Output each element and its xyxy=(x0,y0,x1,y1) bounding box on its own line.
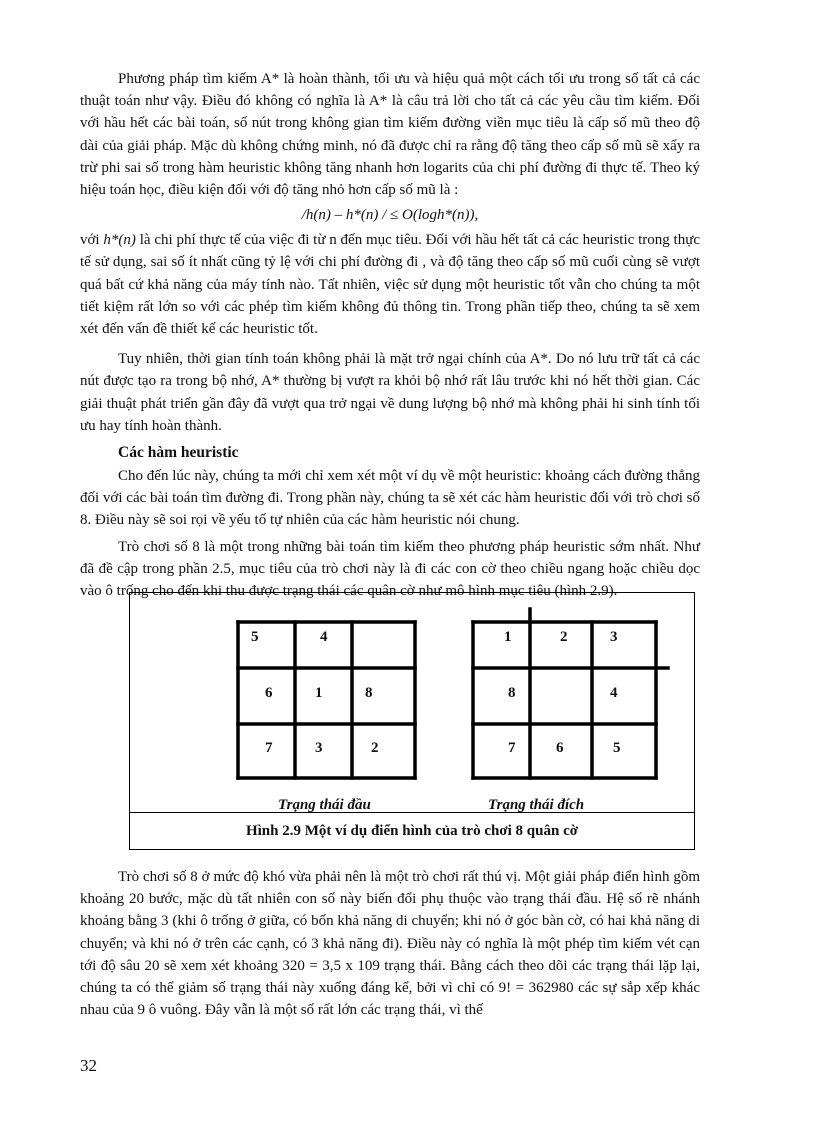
page-body xyxy=(80,68,700,602)
start-cell: 5 xyxy=(251,629,259,645)
start-state-label: Trạng thái đầu xyxy=(278,797,371,813)
paragraph-8-puzzle: Trò chơi số 8 là một trong những bài toán tìm kiếm theo phương pháp heuristic sớm nhất. Như đã đề cập trong phần 2.5, mục tiêu của trò chơi này là đi các con cờ theo chiều ngang hoặc chiều dọc vào ô trống cho đến khi thu được trạng thái các quân cờ như mô hình mục tiêu (hình 2.9). xyxy=(80,538,700,600)
goal-cell: 5 xyxy=(613,740,621,756)
goal-cell: 1 xyxy=(504,629,512,645)
paragraph-heuristic-example: Cho đến lúc này, chúng ta mới chỉ xem xét một ví dụ về một heuristic: khoảng cách đường thẳng đối với các bài toán tìm đường đi. Trong phần này, chúng ta sẽ xét các hàm heuristic đối với trò chơi số 8. Điều này sẽ soi rọi về yếu tố tự nhiên của các hàm heuristic nói chung. xyxy=(80,468,700,529)
goal-cell: 6 xyxy=(556,740,564,756)
start-cell: 7 xyxy=(265,740,273,756)
paragraph-rest: là chi phí thực tế của việc đi từ n đến mục tiêu. Đối với hầu hết tất cả các heuristic trong thực tế sử dụng, sai số ít nhất cũng tỷ lệ với chi phí đường đi , và độ tăng theo cấp số mũ cuối cùng sẽ vượt quá bất cứ khả năng của máy tính nào. Tất nhiên, việc sử dụng một heuristic tốt vẫn cho chúng ta một tiết kiệm rất lớn so với các phép tìm kiếm không đủ thông tin. Trong phần tiếp theo, chúng ta sẽ xem xét đến vấn đề thiết kế các heuristic tốt. xyxy=(80,232,700,338)
goal-cell: 4 xyxy=(610,685,618,701)
page-number: 32 xyxy=(80,1056,97,1075)
figure-8-puzzle xyxy=(129,592,695,850)
start-cell: 2 xyxy=(371,740,379,756)
start-cell: 4 xyxy=(320,629,328,645)
section-heading: Các hàm heuristic xyxy=(118,444,239,462)
paragraph-memory: Tuy nhiên, thời gian tính toán không phải là mặt trở ngại chính của A*. Do nó lưu trữ tất cả các nút được tạo ra trong bộ nhớ, A* thường bị vượt ra khỏi bộ nhớ rất lâu trước khi nó hết thời gian. Các giải thuật phát triển gần đây đã vượt qua trở ngại về dung lượng bộ nhớ mà không phải hi sinh tính tối ưu hay tính hoàn thành. xyxy=(80,351,700,434)
paragraph-var: h*(n) xyxy=(103,232,136,249)
formula-error-bound: /h(n) – h*(n) / ≤ O(logh*(n)), xyxy=(301,207,479,224)
figure-caption: Hình 2.9 Một ví dụ điển hình của trò chơi 8 quân cờ xyxy=(130,812,694,849)
start-cell: 6 xyxy=(265,685,273,701)
paragraph-heuristic-cost xyxy=(80,229,700,340)
page-body-lower xyxy=(80,866,700,1021)
start-cell: 3 xyxy=(315,740,323,756)
start-cell: 8 xyxy=(365,685,373,701)
goal-cell: 3 xyxy=(610,629,618,645)
paragraph-prefix: với xyxy=(80,232,104,249)
goal-cell: 7 xyxy=(508,740,516,756)
paragraph-astar-optimal: Phương pháp tìm kiếm A* là hoàn thành, tối ưu và hiệu quả một cách tối ưu trong số tất cả các thuật toán như vậy. Điều đó không có nghĩa là A* là câu trả lời cho tất cả các yêu cầu tìm kiếm. Đối với hầu hết các bài toán, số nút trong không gian tìm kiếm đường viền mục tiêu là cấp số mũ theo độ dài của giải pháp. Mặc dù không chứng minh, nó đã được chỉ ra rằng độ tăng theo cấp số mũ sẽ xẩy ra trừ phi sai số trong hàm heuristic không tăng nhanh hơn logarits của chi phí đường đi thực tế. Theo ký hiệu toán học, điều kiện đối với độ tăng nhỏ hơn cấp số mũ là : xyxy=(80,71,700,199)
start-cell: 1 xyxy=(315,685,323,701)
paragraph-8-puzzle-difficulty: Trò chơi số 8 ở mức độ khó vừa phải nên là một trò chơi rất thú vị. Một giải pháp điển hình gồm khoảng 20 bước, mặc dù tất nhiên con số này biến đổi phụ thuộc vào trạng thái đầu. Hệ số rẽ nhánh khoảng bằng 3 (khi ô trống ở giữa, có bốn khả năng di chuyển; khi nó ở góc bàn cờ, có hai khả năng di chuyển; và khi nó ở trên các cạnh, có 3 khả năng đi). Điều này có nghĩa là một phép tìm kiếm vét cạn tới độ sâu 20 sẽ xem xét khoảng 320 = 3,5 x 109 trạng thái. Bằng cách theo dõi các trạng thái lặp lại, chúng ta có thể giảm số trạng thái này xuống đáng kể, bởi vì chỉ có 9! = 362980 các sự sắp xếp khác nhau của 9 ô vuông. Đây vẫn là một số rất lớn các trạng thái, vì thế xyxy=(80,869,700,1019)
goal-state-label: Trạng thái đích xyxy=(488,797,585,813)
goal-cell: 2 xyxy=(560,629,568,645)
goal-cell: 8 xyxy=(508,685,516,701)
